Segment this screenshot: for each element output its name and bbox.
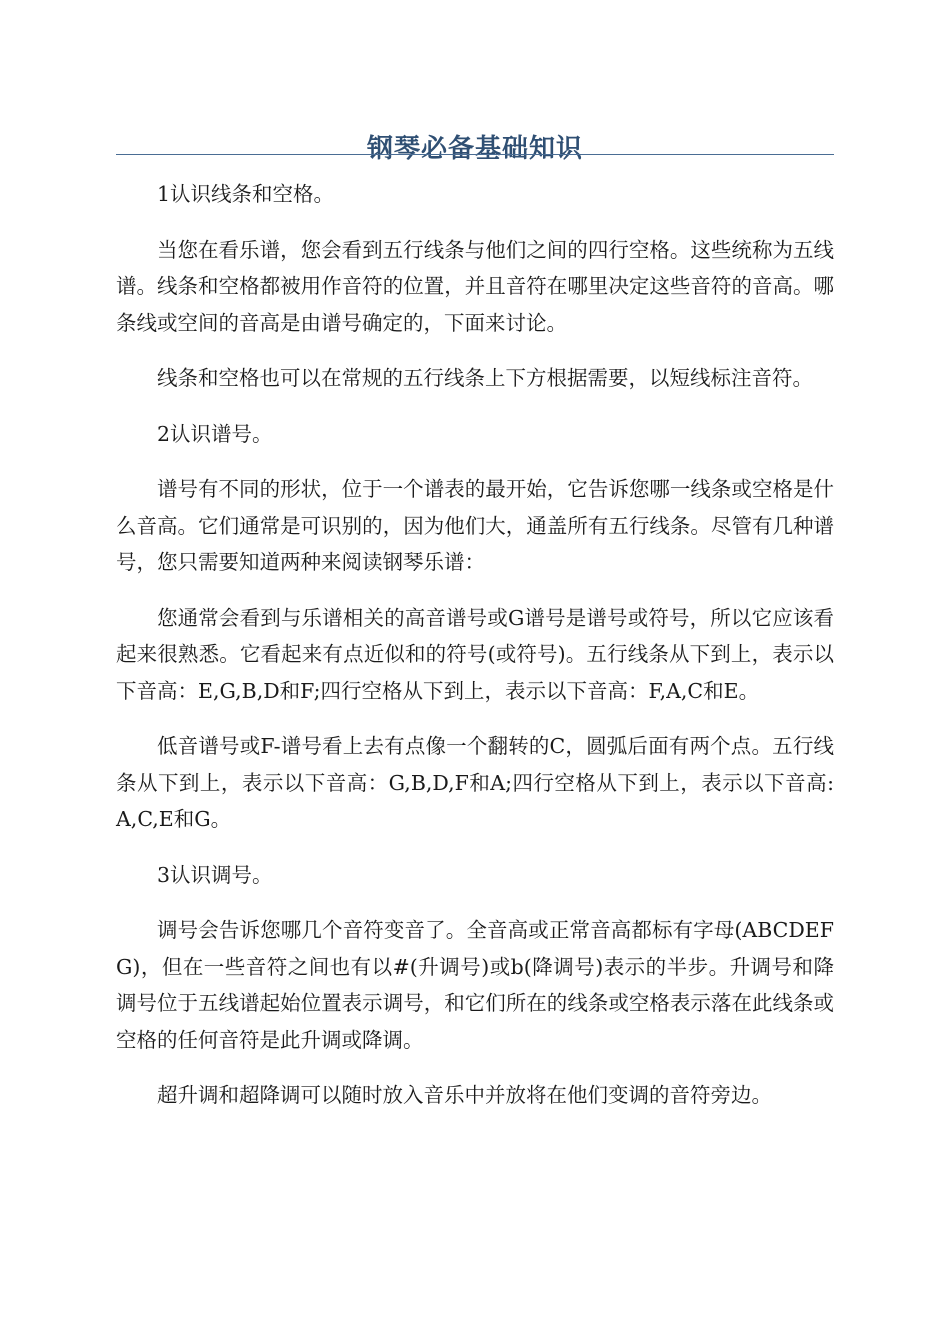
- section-heading-3: 3认识调号。: [157, 862, 273, 887]
- title-divider: [116, 154, 834, 155]
- body-paragraph: 低音谱号或F-谱号看上去有点像一个翻转的C，圆弧后面有两个点。五行线条从下到上，表示以下音高：G,B,D,F和A;四行空格从下到上，表示以下音高:A,C,E和G。: [116, 734, 834, 831]
- document-body: [116, 176, 834, 1133]
- body-paragraph: 超升调和超降调可以随时放入音乐中并放将在他们变调的音符旁边。: [157, 1083, 772, 1107]
- body-paragraph: 调号会告诉您哪几个音符变音了。全音高或正常音高都标有字母(ABCDEFG)，但在一些音符之间也有以#(升调号)或b(降调号)表示的半步。升调号和降调号位于五线谱起始位置表示调号，和它们所在的线条或空格表示落在此线条或空格的任何音符是此升调或降调。: [116, 918, 834, 1052]
- body-paragraph: 当您在看乐谱，您会看到五行线条与他们之间的四行空格。这些统称为五线谱。线条和空格都被用作音符的位置，并且音符在哪里决定这些音符的音高。哪条线或空间的音高是由谱号确定的，下面来讨论。: [116, 237, 834, 335]
- body-paragraph: 线条和空格也可以在常规的五行线条上下方根据需要，以短线标注音符。: [157, 366, 813, 390]
- body-paragraph: 您通常会看到与乐谱相关的高音谱号或G谱号是谱号或符号，所以它应该看起来很熟悉。它看起来有点近似和的符号(或符号)。五行线条从下到上，表示以下音高：E,G,B,D和F;四行空格从下到上，表示以下音高：F,A,C和E。: [116, 605, 834, 703]
- section-heading-1: 1认识线条和空格。: [157, 182, 335, 206]
- section-heading-2: 2认识谱号。: [157, 421, 273, 446]
- body-paragraph: 谱号有不同的形状，位于一个谱表的最开始，它告诉您哪一线条或空格是什么音高。它们通常是可识别的，因为他们大，通盖所有五行线条。尽管有几种谱号，您只需要知道两种来阅读钢琴乐谱：: [116, 477, 834, 574]
- document-title: 钢琴必备基础知识: [366, 134, 583, 165]
